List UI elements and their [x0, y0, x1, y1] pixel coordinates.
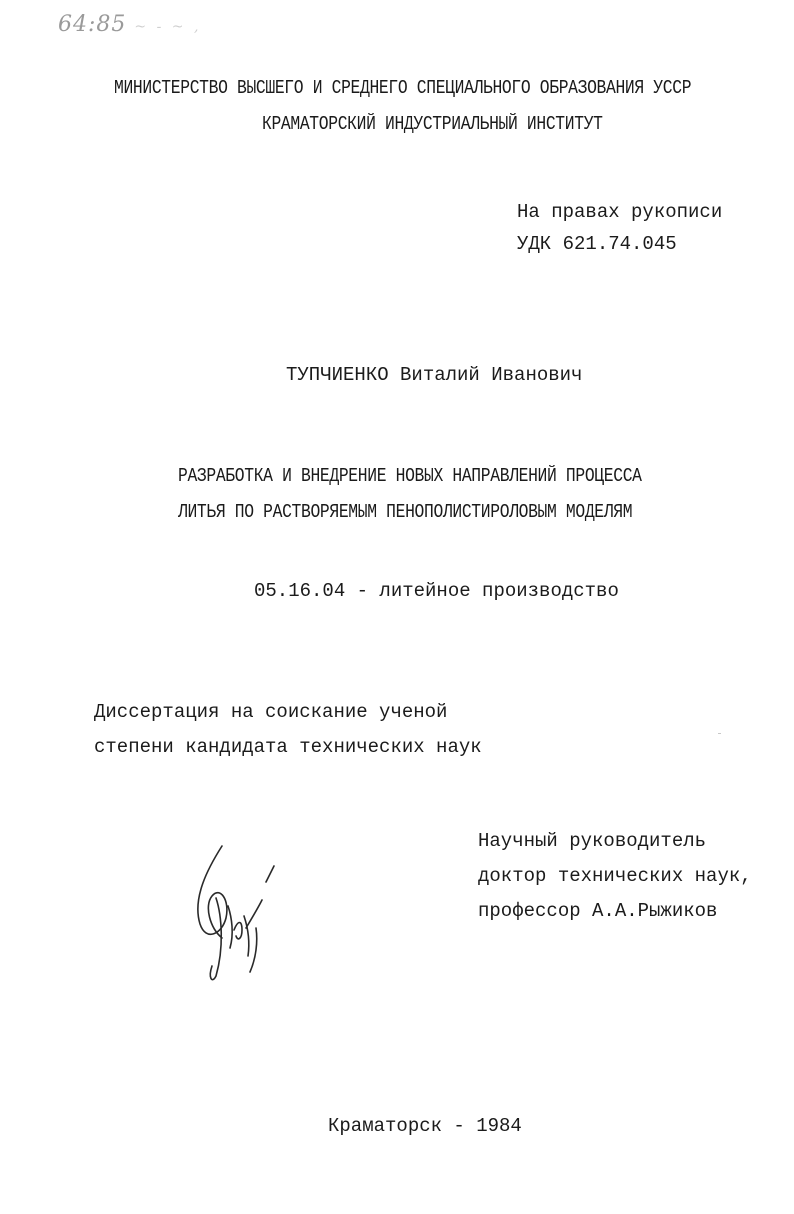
place-and-year: Краматорск - 1984 — [328, 1115, 522, 1137]
ministry-heading: МИНИСТЕРСТВО ВЫСШЕГО И СРЕДНЕГО СПЕЦИАЛЬНОГО ОБРАЗОВАНИЯ УССР — [114, 77, 692, 99]
scan-speck — [718, 733, 721, 734]
handwritten-faint-marks: ~ - ~ , — [134, 19, 202, 35]
degree-statement-line-2: степени кандидата технических наук — [94, 736, 482, 758]
institute-heading: КРАМАТОРСКИЙ ИНДУСТРИАЛЬНЫЙ ИНСТИТУТ — [262, 113, 603, 135]
degree-statement-line-1: Диссертация на соискание ученой — [94, 701, 448, 723]
signature-icon — [186, 838, 296, 988]
supervisor-role: Научный руководитель — [478, 830, 707, 852]
handwritten-number: 64:85 — [58, 12, 127, 37]
thesis-title-line-2: ЛИТЬЯ ПО РАСТВОРЯЕМЫМ ПЕНОПОЛИСТИРОЛОВЫМ МОДЕЛЯМ — [178, 501, 633, 523]
specialty-code: 05.16.04 - литейное производство — [254, 580, 619, 602]
author-name: ТУПЧИЕНКО Виталий Иванович — [286, 364, 583, 386]
supervisor-name: профессор А.А.Рыжиков — [478, 900, 718, 922]
supervisor-degree: доктор технических наук, — [478, 865, 752, 887]
thesis-title-line-1: РАЗРАБОТКА И ВНЕДРЕНИЕ НОВЫХ НАПРАВЛЕНИЙ ПРОЦЕССА — [178, 465, 642, 487]
udc-code: УДК 621.74.045 — [517, 233, 677, 255]
handwritten-note — [58, 12, 201, 37]
manuscript-rights: На правах рукописи — [517, 201, 723, 223]
